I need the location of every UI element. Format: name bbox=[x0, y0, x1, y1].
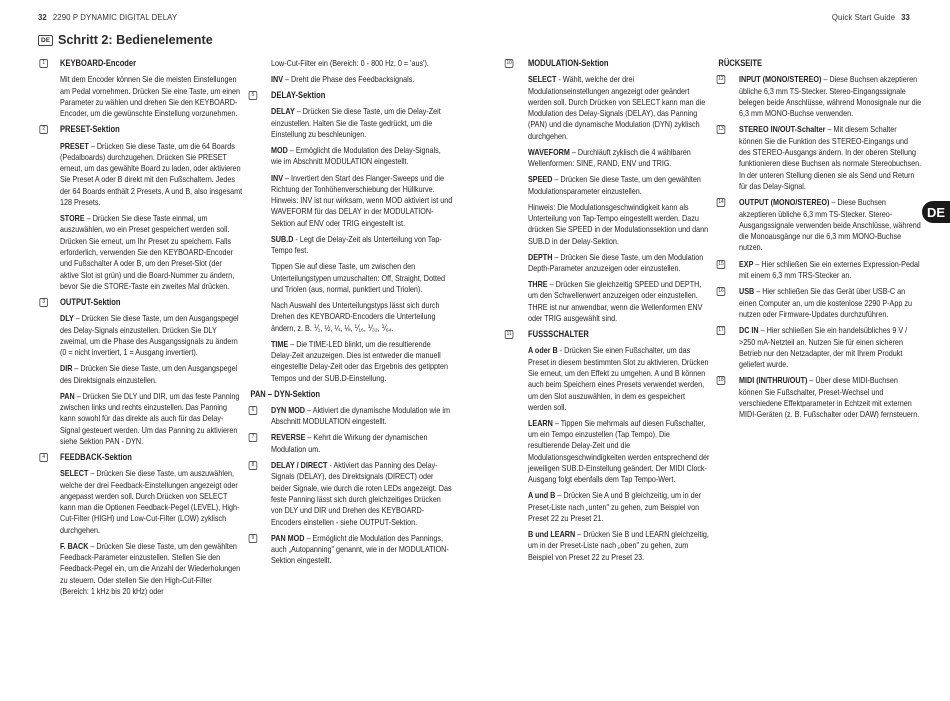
column-1 bbox=[42, 58, 243, 602]
section-feedback bbox=[42, 451, 242, 597]
section-heading: KEYBOARD-Encoder bbox=[60, 58, 137, 68]
paragraph: THRE – Drücken Sie gleichzeitig SPEED und DEPTH, um den Schwellenwert anzuzeigen oder einzustellen. THRE ist nur anwendbar, wenn die Wellenformen ENV oder TRIG ausgewählt sind. bbox=[528, 279, 703, 323]
section-heading-rear-panel: RÜCKSEITE bbox=[718, 58, 763, 68]
paragraph: F. BACK – Drücken Sie diese Taste, um den gewählten Feedback-Parameter einzustellen. Stellen Sie den Feedback-Pegel ein, um die Anzahl der Wiederholungen zu steuern. Oder stellen Sie den High-Cut-Filter (Bereich: 1 kHz bis 20 kHz) oder bbox=[60, 540, 241, 597]
item-pan-mod: 9 PAN MOD – Ermöglicht die Modulation des Pannings, auch „Autopanning" genannt, wie in der MODULATION-Sektion eingestellt. bbox=[271, 533, 453, 567]
section-preset bbox=[42, 124, 243, 292]
paragraph: SELECT – Drücken Sie diese Taste, um auszuwählen, welche der drei Feedback-Einstellungen angezeigt oder angepasst werden soll. Durch Drücken von SELECT kann man die Optionen Feedback-Pegel (LEVEL), High-Cut-Filter (HIGH) und Low-Cut-Filter (LOW) zyklisch durchgehen. bbox=[60, 468, 240, 535]
callout-number: 11 bbox=[506, 331, 512, 338]
section-heading: OUTPUT-Sektion bbox=[60, 297, 121, 308]
paragraph: STORE – Drücken Sie diese Taste einmal, um auszuwählen, wo ein Preset gespeichert werden soll. Drücken Sie erneut, um Ihr Preset zu speichern. Falls erforderlich, verwenden Sie den KEYBOARD-Encoder und Fußschalter A oder B, um den Preset-Slot (der aktive Slot ist grün) und die Board-Nummer zu ändern, bevor Sie die STORE-Taste ein zweites Mal drücken. bbox=[60, 213, 235, 291]
guide-title: Quick Start Guide bbox=[831, 13, 896, 22]
page-header-right bbox=[832, 13, 910, 22]
callout-number: 9 bbox=[249, 534, 258, 543]
item-usb: 16 USB – Hier schließen Sie das Gerät über USB-C an einen Computer an, um die kostenlose 2290 P-App zu nutzen oder Firmware-Updates durchzuführen. bbox=[718, 286, 912, 319]
item-delay-direct: 8 DELAY / DIRECT - Aktiviert das Panning des Delay-Signals (DELAY), des Direktsignals (DIRECT) oder beider Signale, wie durch die roten LEDs angezeigt. Das feste Panning lässt sich durch gleichzeitiges Drücken von DLY und DIR und Drehen des KEYBOARD-Encoders einstellen - siehe OUTPUT-Sektion. bbox=[271, 460, 453, 528]
callout-number: 3 bbox=[39, 298, 48, 307]
column-3 bbox=[506, 58, 710, 568]
paragraph: LEARN – Tippen Sie mehrmals auf diesen Fußschalter, um ein Tempo einzustellen (Tap Tempo). Die resultierende Delay-Zeit und die Modulationsgeschwindigkeiten werden entsprechend der jeweiligen SUB.D-Einstellung geändert. Der MIDI Clock-Ausgang folgt ebenfalls dem Tap Tempo-Wert. bbox=[528, 417, 710, 485]
paragraph: INV – Invertiert den Start des Flanger-Sweeps und die Richtung der Tonhöhenverschiebung der Hüllkurve. Hinweis: INV ist nur wirksam, wenn MOD aktiviert ist und WAVEFORM für das DELAY in der MODULATION-Sektion auf ENV oder TRIG eingestellt ist. bbox=[271, 172, 453, 228]
paragraph: SUB.D - Legt die Delay-Zeit als Unterteilung von Tap-Tempo fest. bbox=[271, 233, 442, 256]
item-input: 12 INPUT (MONO/STEREO) – Diese Buchsen akzeptieren übliche 6,3 mm TS-Stecker. Stereo-Eingangssignale belegen beide Anschlüsse, während Monosignale nur die 6,3 mm MONO-Buchse verwenden. bbox=[718, 74, 922, 119]
paragraph: Hinweis: Die Modulationsgeschwindigkeit kann als Unterteilung von Tap-Tempo eingestellt werden. Dazu drücken Sie SPEED in der Modulationssektion und dann SUB.D in der Delay-Sektion. bbox=[528, 201, 709, 246]
paragraph: A oder B - Drücken Sie einen Fußschalter, um das Preset in diesem bestimmten Slot zu aktivieren. Drücken Sie erneut, um den Effekt zu umgehen. A und B können auch beim Speichern eines Presets verwendet werden, um den Slot auszuwählen, in dem es gespeichert werden soll. bbox=[528, 345, 709, 412]
callout-number: 2 bbox=[39, 125, 48, 134]
callout-number: 17 bbox=[718, 327, 724, 334]
section-heading: FEEDBACK-Sektion bbox=[60, 451, 132, 462]
paragraph: DLY – Drücken Sie diese Taste, um den Ausgangspegel des Delay-Signals einzustellen. Drücken Sie DLY zweimal, um die Phase des Ausgangssignals zu ändern (0 = nicht invertiert, 1 = Ausgang invertiert). bbox=[60, 313, 239, 358]
section-footswitches bbox=[506, 329, 710, 563]
paragraph: PRESET – Drücken Sie diese Taste, um die 64 Boards (Pedalboards) durchzugehen. Drücken Sie PRESET erneut, um das gewählte Board zu laden, oder aktivieren Sie Preset A oder B direkt mit den Fußschaltern. Jedes der 64 Boards enthält 2 Presets, A und B, also insgesamt 128 Presets. bbox=[60, 140, 243, 208]
paragraph: DELAY – Drücken Sie diese Taste, um die Delay-Zeit einzustellen. Halten Sie die Taste gedrückt, um die Einstellung zu beschleunigen. bbox=[271, 106, 441, 140]
section-heading: FUSSSCHALTER bbox=[528, 329, 589, 340]
paragraph: Low-Cut-Filter ein (Bereich: 0 - 800 Hz, 0 = 'aus'). bbox=[271, 58, 429, 68]
paragraph: WAVEFORM – Durchläuft zyklisch die 4 wählbaren Wellenformen: SINE, RAND, ENV und TRIG. bbox=[528, 146, 691, 169]
callout-number: 16 bbox=[718, 288, 724, 295]
paragraph: SPEED – Drücken Sie diese Taste, um den gewählten Modulationsparameter einzustellen. bbox=[528, 174, 701, 196]
paragraph: Tippen Sie auf diese Taste, um zwischen den Unterteilungstypen umzuschalten: Off, Straight, Dotted und Triolen (aus, normal, punktiert und Triolen). bbox=[271, 261, 446, 294]
column-4 bbox=[718, 58, 922, 426]
page-header-left bbox=[38, 13, 177, 22]
paragraph: SELECT - Wählt, welche der drei Modulationseinstellungen angezeigt oder geändert werden soll. Durch Drücken von SELECT kann man die Modulation des Delay-Signals (DELAY), das Panning (PAN) und die dynamische Modulation (DYN) zyklisch durchgehen. bbox=[528, 74, 706, 141]
page-title: Schritt 2: Bedienelemente bbox=[58, 33, 213, 47]
callout-number: 15 bbox=[718, 260, 724, 267]
column-2 bbox=[250, 58, 453, 572]
page-number-right: 33 bbox=[901, 13, 910, 22]
section-delay bbox=[251, 90, 453, 384]
section-heading: DELAY-Sektion bbox=[271, 90, 326, 101]
item-midi: 18 MIDI (IN/THRU/OUT) – Über diese MIDI-Buchsen können Sie Fußschalter, Preset-Wechsel und verschiedene Effektparameter in Echtzeit mit externen MIDI-Geräten (z. B. Fußschalter oder DAW) fernsteuern. bbox=[718, 375, 920, 420]
callout-number: 8 bbox=[249, 461, 258, 470]
language-side-tab: DE bbox=[922, 201, 950, 223]
product-title: 2290 P DYNAMIC DIGITAL DELAY bbox=[52, 13, 178, 22]
callout-number: 12 bbox=[718, 76, 724, 83]
callout-number: 4 bbox=[39, 453, 48, 462]
paragraph: DIR – Drücken Sie diese Taste, um den Ausgangspegel des Direktsignals einzustellen. bbox=[60, 363, 238, 385]
section-output bbox=[42, 297, 242, 447]
callout-number: 10 bbox=[506, 60, 512, 66]
paragraph: DEPTH – Drücken Sie diese Taste, um den Modulation Depth-Parameter anzuzeigen oder einzustellen. bbox=[528, 251, 704, 273]
item-exp: 15 EXP – Hier schließen Sie ein externes Expression-Pedal mit einem 6,3 mm TRS-Stecker an. bbox=[718, 258, 920, 281]
section-keyboard bbox=[42, 58, 242, 119]
title-row bbox=[38, 33, 213, 47]
page-number-left: 32 bbox=[38, 13, 47, 22]
callout-number: 1 bbox=[39, 59, 48, 68]
item-stereo-switch: 13 STEREO IN/OUT-Schalter – Mit diesem Schalter können Sie die Funktion des STEREO-Eingangs und des STEREO-Ausgangs ändern. In der oberen Stellung funktionieren diese Buchsen als normale Stereobuchsen. In der unteren Stellung dienen sie als Send und Return für das Delay-Signal. bbox=[718, 124, 922, 191]
paragraph: Mit dem Encoder können Sie die meisten Einstellungen am Pedal vornehmen. Drücken Sie eine Taste, um einen Parameter zu wählen und drehen Sie den KEYBOARD-Encoder, um die gewünschte Einstellung vorzunehmen. bbox=[60, 74, 241, 119]
item-output: 14 OUTPUT (MONO/STEREO) – Diese Buchsen akzeptieren übliche 6,3 mm TS-Stecker. Stereo-Ausgangssignale verwenden beide Anschlüsse, während die Monoausgänge nur die 6,3 mm MONO-Buchse nutzen. bbox=[718, 197, 921, 253]
section-modulation bbox=[506, 58, 710, 324]
callout-number: 13 bbox=[718, 126, 724, 133]
callout-number: 5 bbox=[249, 91, 258, 100]
callout-number: 18 bbox=[718, 377, 724, 384]
section-heading-pan-dyn: PAN – DYN-Sektion bbox=[250, 388, 321, 399]
paragraph: A und B – Drücken Sie A und B gleichzeitig, um in der Preset-Liste nach „unten" zu gehen, zum Beispiel von Preset 22 zu Preset 21. bbox=[528, 490, 702, 524]
paragraph: PAN – Drücken Sie DLY und DIR, um das feste Panning zwischen links und rechts einzustellen. Das Panning kann sowohl für das direkte als auch für das Delay-Signal gesteuert werden. Um das Panning zu aktivieren siehe Sektion PAN - DYN. bbox=[60, 390, 240, 446]
paragraph: B und LEARN – Drücken Sie B und LEARN gleichzeitig, um in der Preset-Liste nach „oben" zu gehen, zum Beispiel von Preset 22 zu Preset 23. bbox=[528, 529, 709, 562]
callout-number: 14 bbox=[718, 199, 724, 206]
paragraph: TIME – Die TIME-LED blinkt, um die resultierende Delay-Zeit anzuzeigen. Dies ist entweder die manuell eingestellte Delay-Zeit oder das Ergebnis des getippten Tempos und der SUB.D-Einstellung. bbox=[271, 338, 448, 383]
section-heading: MODULATION-Sektion bbox=[528, 58, 609, 68]
paragraph: INV – Dreht die Phase des Feedbacksignals. bbox=[271, 74, 415, 85]
language-badge: DE bbox=[38, 35, 53, 46]
paragraph: MOD – Ermöglicht die Modulation des Delay-Signals, wie im Abschnitt MODULATION eingestellt. bbox=[271, 145, 441, 167]
callout-number: 7 bbox=[249, 433, 258, 442]
item-dyn-mod: 6 DYN MOD – Aktiviert die dynamische Modulation wie im Abschnitt MODULATION eingestellt. bbox=[271, 405, 453, 428]
callout-number: 6 bbox=[249, 406, 258, 415]
item-dc-in: 17 DC IN – Hier schließen Sie ein handelsübliches 9 V / >250 mA-Netzteil an. Nutzen Sie für einen sicheren Betrieb nur den Netzadapter, der mit Ihrem Produkt geliefert wurde. bbox=[718, 325, 908, 370]
item-reverse: 7 REVERSE – Kehrt die Wirkung der dynamischen Modulation um. bbox=[271, 432, 453, 455]
section-heading: PRESET-Sektion bbox=[60, 124, 120, 135]
paragraph: Nach Auswahl des Unterteilungstyps lässt sich durch Drehen des KEYBOARD-Encoders die Unterteilung ändern, z. B. ⅟₁, ½, ¼, ⅛, ⅟₁₆, ⅟₃₂, ⅟₆₄. bbox=[271, 299, 440, 333]
